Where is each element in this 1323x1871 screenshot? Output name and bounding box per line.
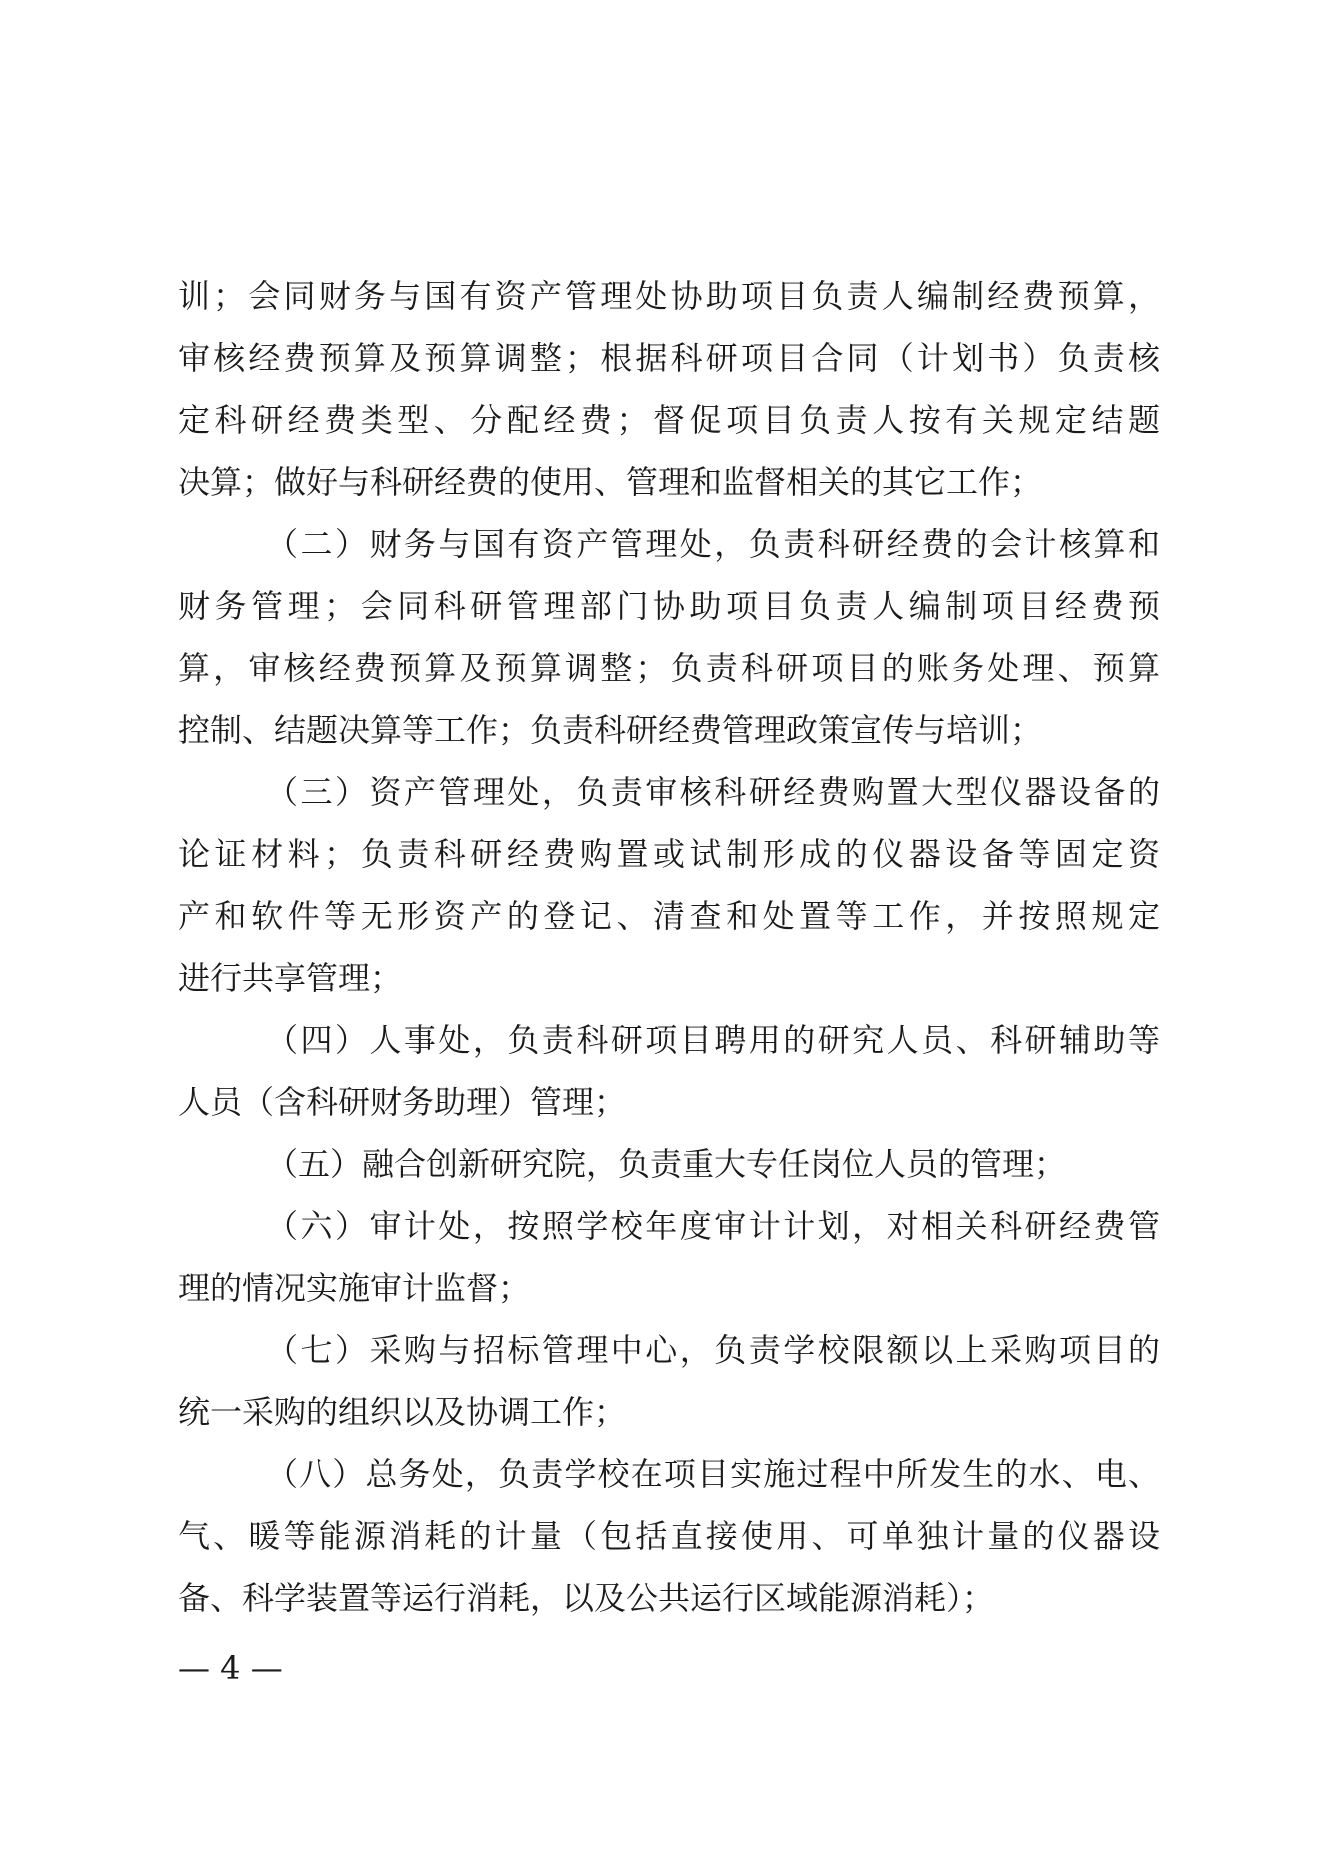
- body-line: 论证材料；负责科研经费购置或试制形成的仪器设备等固定资: [178, 835, 1160, 873]
- paragraph-start-line: （五）融合创新研究院，负责重大专任岗位人员的管理；: [266, 1145, 1067, 1183]
- paragraph-start-line: （八）总务处，负责学校在项目实施过程中所发生的水、电、: [266, 1455, 1160, 1493]
- body-line: 产和软件等无形资产的登记、清查和处置等工作，并按照规定: [178, 897, 1160, 935]
- body-line: 财务管理；会同科研管理部门协助项目负责人编制项目经费预: [178, 587, 1160, 625]
- page-number: — 4 —: [178, 1649, 283, 1687]
- paragraph-start-line: （四）人事处，负责科研项目聘用的研究人员、科研辅助等: [266, 1021, 1160, 1059]
- body-line: 进行共享管理；: [178, 959, 403, 997]
- body-line: 决算；做好与科研经费的使用、管理和监督相关的其它工作；: [178, 463, 1043, 501]
- paragraph-start-line: （七）采购与招标管理中心，负责学校限额以上采购项目的: [266, 1331, 1160, 1369]
- body-line: 训；会同财务与国有资产管理处协助项目负责人编制经费预算，: [178, 277, 1160, 315]
- body-line: 控制、结题决算等工作；负责科研经费管理政策宣传与培训；: [178, 711, 1043, 749]
- paragraph-start-line: （六）审计处，按照学校年度审计计划，对相关科研经费管: [266, 1207, 1160, 1245]
- body-line: 算，审核经费预算及预算调整；负责科研项目的账务处理、预算: [178, 649, 1160, 687]
- body-line: 气、暖等能源消耗的计量（包括直接使用、可单独计量的仪器设: [178, 1517, 1160, 1555]
- document-body: [178, 265, 1160, 1629]
- body-line: 理的情况实施审计监督；: [178, 1269, 531, 1307]
- body-line: 统一采购的组织以及协调工作；: [178, 1393, 627, 1431]
- paragraph-start-line: （二）财务与国有资产管理处，负责科研经费的会计核算和: [266, 525, 1160, 563]
- body-line: 人员（含科研财务助理）管理；: [178, 1083, 627, 1121]
- body-line: 审核经费预算及预算调整；根据科研项目合同（计划书）负责核: [178, 339, 1160, 377]
- body-line: 备、科学装置等运行消耗，以及公共运行区域能源消耗）；: [178, 1579, 995, 1617]
- paragraph-start-line: （三）资产管理处，负责审核科研经费购置大型仪器设备的: [266, 773, 1160, 811]
- body-line: 定科研经费类型、分配经费；督促项目负责人按有关规定结题: [178, 401, 1160, 439]
